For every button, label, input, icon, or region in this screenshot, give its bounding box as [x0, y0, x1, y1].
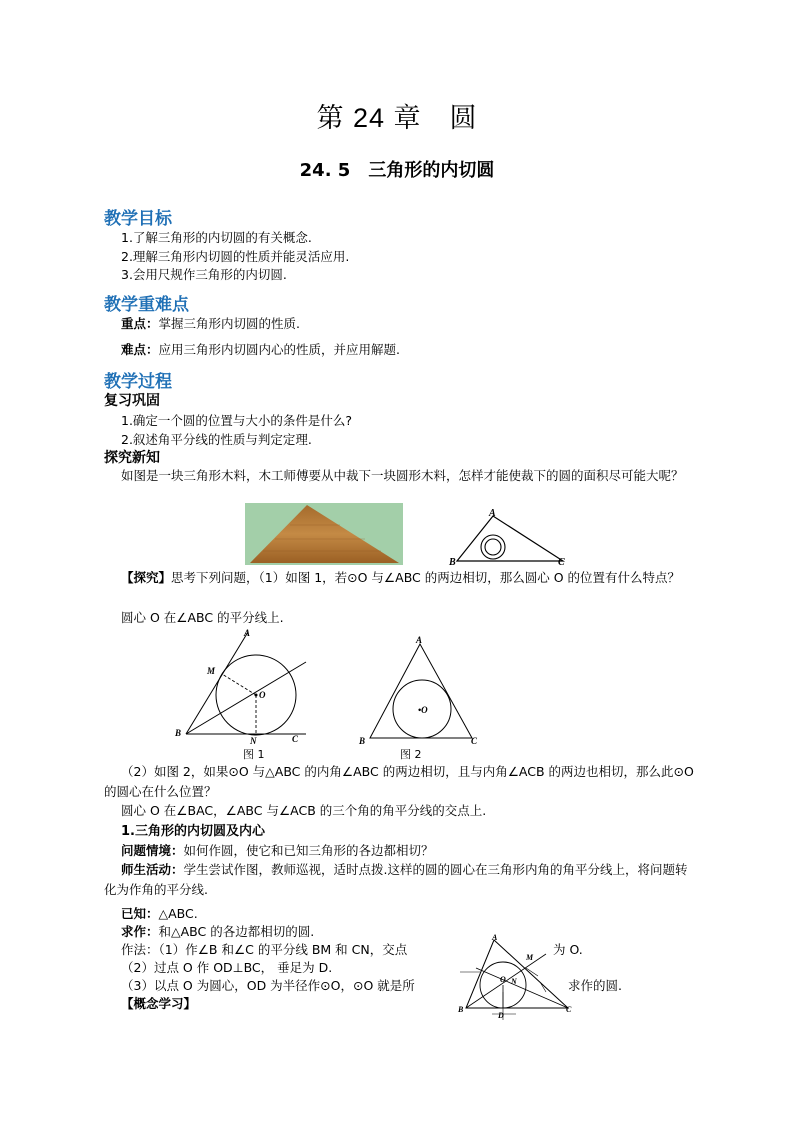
construct-text: 和△ABC 的各边都相切的圆.: [158, 924, 315, 939]
construct-line: [121, 922, 314, 940]
fig3-label-A: A: [492, 933, 498, 942]
goal-item: 1.了解三角形的内切圆的有关概念.: [121, 230, 312, 245]
explore-q1-text: 思考下列问题，（1）如图 1，若⊙O 与∠ABC 的两边相切，那么圆心 O 的位置有什么特点？: [171, 570, 681, 585]
explore-intro: 如图是一块三角形木料，木工师傅要从中裁下一块圆形木料，怎样才能使裁下的圆的面积尽可能大呢？: [121, 468, 684, 483]
given-line: [121, 904, 198, 922]
difficulty-line: [121, 340, 400, 358]
fig1-label-C: C: [292, 734, 299, 744]
construct-label: 求作：: [121, 924, 159, 939]
fig1-label-M: M: [207, 666, 216, 676]
fig3-label-B: B: [458, 1005, 464, 1014]
focus-line: [121, 314, 300, 332]
activity-line: [104, 860, 696, 900]
label-A: A: [489, 508, 496, 519]
fig1-caption: 图 1: [243, 748, 265, 761]
review-item: 2.叙述角平分线的性质与判定定理.: [121, 432, 312, 447]
problem-line: [121, 841, 434, 859]
explore-heading: 探究新知: [104, 450, 160, 466]
figure-3-construction: [456, 932, 581, 1022]
label-B: B: [449, 557, 456, 568]
incircle-heading: 1.三角形的内切圆及内心: [121, 824, 265, 839]
figure-1: [170, 624, 315, 762]
focus-text: 掌握三角形内切圆的性质.: [158, 316, 300, 331]
explore-a2: 圆心 O 在∠BAC，∠ABC 与∠ACB 的三个角的角平分线的交点上.: [121, 803, 487, 818]
explore-a1: 圆心 O 在∠ABC 的平分线上.: [121, 610, 284, 625]
fig2-label-C: C: [471, 736, 478, 746]
fig2-label-O: •O: [418, 705, 428, 715]
explore-tag: 【探究】: [121, 570, 172, 585]
fig1-label-O: O: [259, 690, 266, 700]
wood-triangle-image: [245, 503, 403, 565]
given-label: 已知：: [121, 906, 159, 921]
fig2-caption: 图 2: [400, 748, 422, 761]
problem-label: 问题情境：: [121, 843, 184, 858]
method-line-3-end: 求作的圆.: [568, 978, 622, 993]
fig2-label-A: A: [416, 635, 423, 645]
focus-label: 重点：: [121, 316, 159, 331]
method-line-3: （3）以点 O 为圆心，OD 为半径作⊙O，⊙O 就是所: [121, 978, 415, 993]
section-title: 24. 5 三角形的内切圆: [299, 160, 495, 181]
fig3-label-M: M: [526, 953, 534, 962]
process-heading: 教学过程: [104, 372, 172, 392]
goals-heading: 教学目标: [104, 209, 172, 229]
figure-2: [355, 634, 485, 748]
chapter-title: 第 24 章 圆: [316, 103, 478, 133]
keypoints-heading: 教学重难点: [104, 295, 189, 315]
fig3-label-D: D: [498, 1011, 504, 1020]
fig1-label-N: N: [250, 736, 257, 746]
given-text: △ABC.: [158, 906, 198, 921]
method-line-1: 作法：（1）作∠B 和∠C 的平分线 BM 和 CN，交点: [121, 942, 408, 957]
explore-q2: （2）如图 2，如果⊙O 与△ABC 的内角∠ABC 的两边相切，且与内角∠ACB 的两边也相切，那么此⊙O 的圆心在什么位置？: [104, 764, 694, 799]
fig1-label-A: A: [244, 628, 251, 638]
activity-label: 师生活动：: [121, 862, 184, 877]
method-line-1-end: 为 O.: [553, 942, 583, 957]
fig3-label-C: C: [566, 1005, 572, 1014]
explore-q1: [104, 568, 694, 588]
fig2-label-B: B: [359, 736, 366, 746]
activity-text: 学生尝试作图，教师巡视，适时点拨.这样的圆的圆心在三角形内角的角平分线上，将问题转化为作角的平分线.: [104, 862, 688, 897]
fig3-label-N: N: [511, 977, 517, 986]
review-heading: 复习巩固: [104, 393, 160, 409]
difficulty-label: 难点：: [121, 342, 159, 357]
concept-tag: 【概念学习】: [121, 996, 197, 1011]
review-item: 1.确定一个圆的位置与大小的条件是什么?: [121, 413, 353, 428]
fig1-label-B: B: [175, 728, 182, 738]
goal-item: 2.理解三角形内切圆的性质并能灵活应用.: [121, 249, 350, 264]
method-line-2: （2）过点 O 作 OD⊥BC， 垂足为 D.: [121, 960, 333, 975]
fig3-label-O: O: [500, 975, 506, 984]
label-C: C: [558, 557, 565, 568]
goal-item: 3.会用尺规作三角形的内切圆.: [121, 267, 287, 282]
problem-text: 如何作圆，使它和已知三角形的各边都相切？: [183, 843, 434, 858]
triangle-circles-figure: [445, 506, 575, 568]
difficulty-text: 应用三角形内切圆内心的性质，并应用解题.: [158, 342, 400, 357]
